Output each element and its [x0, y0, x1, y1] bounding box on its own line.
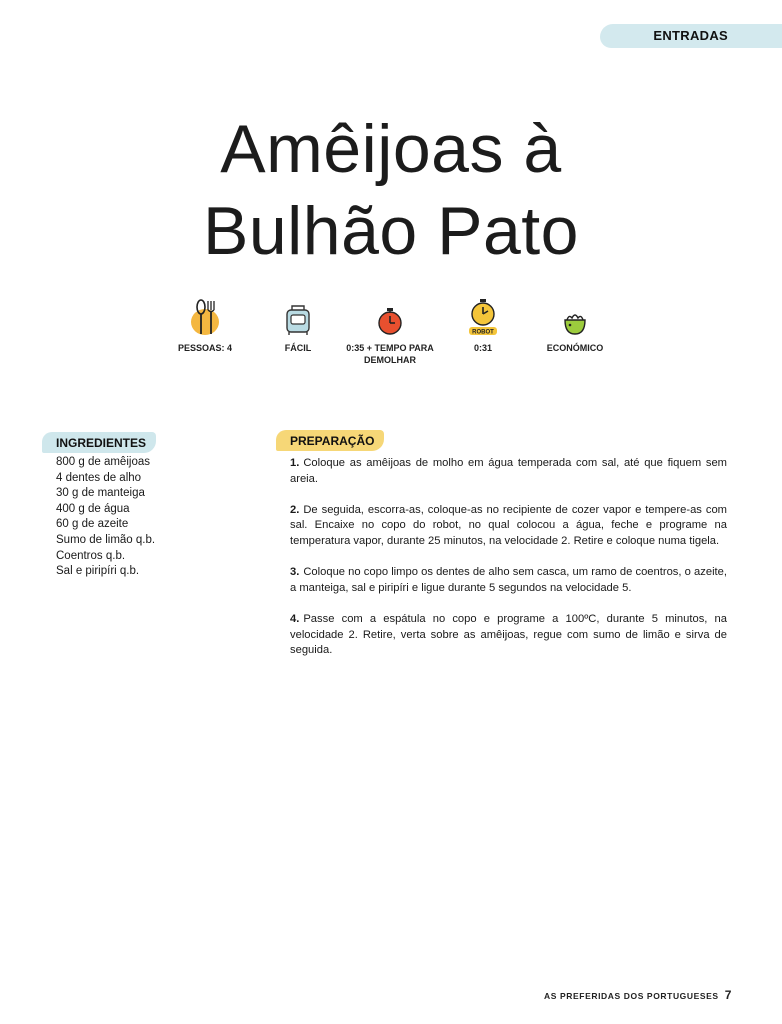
info-time-label: 0:35 + TEMPO PARA DEMOLHAR: [346, 343, 434, 365]
step-text: Passe com a espátula no copo e programe a 100ºC, durante 5 minutos, na velocidade 2. Retire, verta sobre as amêijoas, regue com sumo de limão e sirva de seguida.: [290, 612, 727, 657]
ingredients-heading: INGREDIENTES: [42, 432, 156, 453]
info-time: [345, 298, 435, 366]
list-item: Sal e piripíri q.b.: [56, 565, 140, 578]
robot-badge-text: ROBOT: [472, 329, 494, 336]
step-number: 2.: [290, 503, 300, 516]
step-number: 3.: [290, 566, 300, 579]
info-servings-label: PESSOAS: 4: [177, 343, 233, 353]
list-item: 60 g de azeite: [56, 518, 129, 531]
recipe-title: [0, 108, 782, 272]
footer-text: AS PREFERIDAS DOS PORTUGUESES: [544, 991, 719, 1001]
cutlery-icon: [160, 298, 250, 336]
preparation-steps: [290, 456, 727, 674]
preparation-step: [290, 565, 727, 596]
list-item: 800 g de amêijoas: [56, 456, 150, 468]
recipe-info-row: [160, 298, 640, 388]
section-tag: [600, 24, 782, 48]
info-difficulty: [253, 298, 343, 354]
info-robot-time-label: 0:31: [473, 343, 492, 353]
timer-icon: [345, 298, 435, 336]
list-item: 30 g de manteiga: [56, 487, 145, 500]
recipe-title-line-1: Amêijoas à: [220, 111, 562, 187]
list-item: 4 dentes de alho: [56, 471, 142, 484]
info-cost: [530, 298, 620, 354]
list-item: 400 g de água: [56, 502, 130, 515]
step-number: 1.: [290, 457, 300, 469]
page-footer: [544, 988, 732, 1002]
list-item: Sumo de limão q.b.: [56, 533, 156, 546]
wallet-icon: [530, 298, 620, 336]
info-servings: [160, 298, 250, 354]
recipe-title-line-2: Bulhão Pato: [202, 193, 579, 269]
preparation-step: [290, 456, 727, 487]
step-text: Coloque as amêijoas de molho em água temperada com sal, até que fiquem sem areia.: [290, 457, 727, 485]
ingredients-list: [56, 455, 256, 580]
preparation-step: [290, 612, 727, 659]
info-robot-time: [438, 298, 528, 354]
section-tag-label: ENTRADAS: [653, 28, 728, 43]
preparation-heading: PREPARAÇÃO: [276, 430, 384, 451]
step-text: Coloque no copo limpo os dentes de alho sem casca, um ramo de coentros, o azeite, a manteiga, sal e piripíri e ligue durante 5 segundos na velocidade 5.: [290, 566, 727, 594]
info-difficulty-label: FÁCIL: [284, 343, 312, 353]
step-text: De seguida, escorra-as, coloque-as no recipiente de cozer vapor e tempere-as com sal. Encaixe no copo do robot, no qual colocou a água, feche e programe na temperatura vapor, durante 25 minutos, na velocidade 2. Retire e coloque numa tigela.: [290, 503, 727, 547]
robot-timer-icon: [438, 298, 528, 336]
cooking-robot-icon: [253, 298, 343, 336]
list-item: Coentros q.b.: [56, 549, 126, 562]
info-cost-label: ECONÓMICO: [546, 343, 604, 353]
preparation-step: [290, 503, 727, 550]
page-number: 7: [724, 988, 732, 1002]
step-number: 4.: [290, 612, 300, 625]
